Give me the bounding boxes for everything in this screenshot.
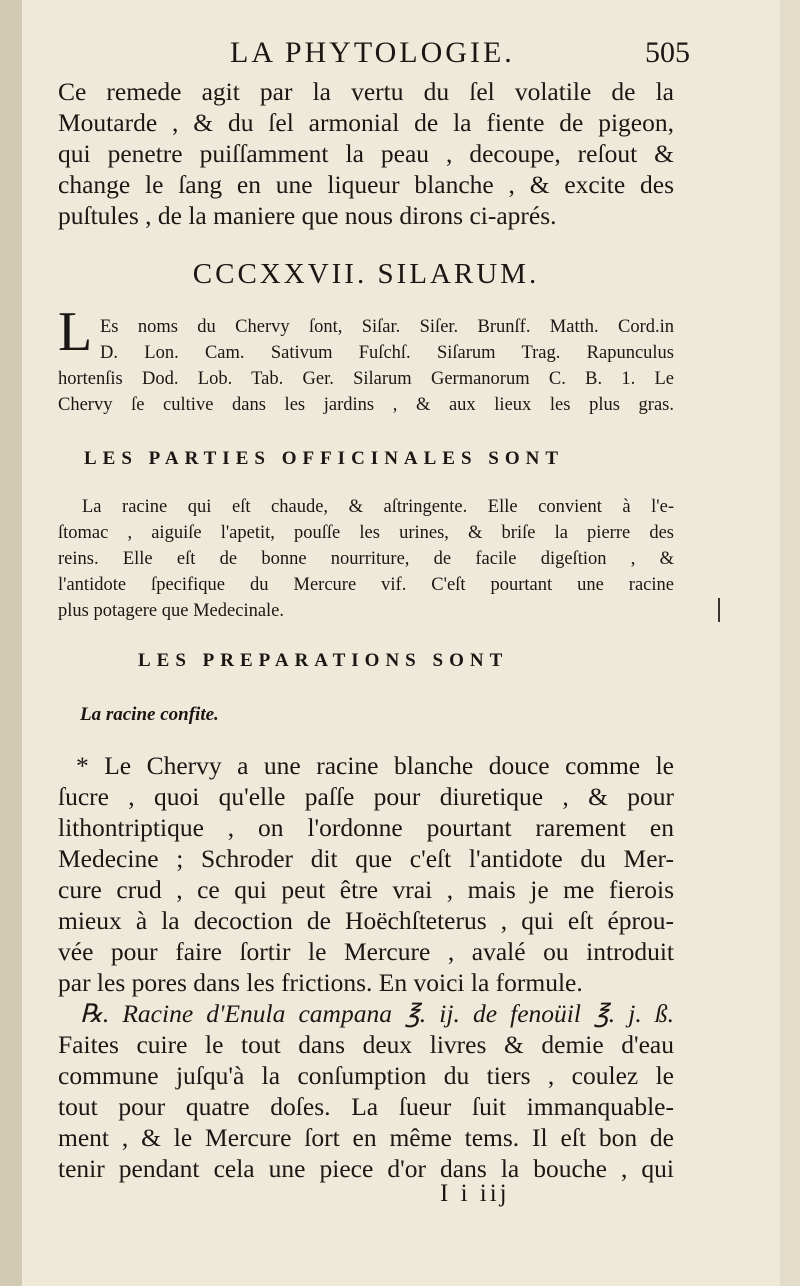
text-line: Ce remede agit par la vertu du ſel volatile de la (58, 77, 674, 106)
names-paragraph (58, 366, 674, 418)
top-paragraph (58, 76, 674, 231)
drop-cap: L (58, 301, 93, 363)
text-line: change le ſang en une liqueur blanche , & excite des (58, 170, 674, 199)
text-line: reins. Elle eſt de bonne nourriture, de facile digeſtion , & (58, 549, 674, 569)
text-line: tenir pendant cela une piece d'or dans la bouche , qui (58, 1154, 674, 1183)
preparation-item: La racine confite. (80, 704, 219, 725)
text-line: mieux à la decoction de Hoëchſteterus , qui eſt éprou- (58, 906, 674, 935)
text-line: commune juſqu'à la conſumption du tiers , coulez le (58, 1061, 674, 1090)
text-line: plus potagere que Medecinale. (58, 601, 285, 621)
names-paragraph-indented (100, 314, 674, 366)
parties-paragraph (58, 494, 674, 624)
article-title: CCCXXVII. SILARUM. (192, 258, 540, 290)
page-gutter-shadow (0, 0, 22, 1286)
text-line: par les pores dans les frictions. En voici la formule. (58, 968, 583, 997)
text-line: ment , & le Mercure ſort en même tems. Il eſt bon de (58, 1123, 674, 1152)
text-line: La racine qui eſt chaude, & aſtringente. Elle convient à l'e- (82, 497, 674, 517)
signature-mark: I i iij (440, 1180, 510, 1207)
text-line: vée pour faire ſortir le Mercure , avalé ou introduit (58, 937, 674, 966)
text-line: puſtules , de la maniere que nous dirons ci-aprés. (58, 201, 557, 230)
text-line: Moutarde , & du ſel armonial de la fiente de pigeon, (58, 108, 674, 137)
page-edge (780, 0, 800, 1286)
text-line: cure crud , ce qui peut être vrai , mais je me fierois (58, 875, 674, 904)
running-header (230, 36, 690, 72)
text-line: ſtomac , aiguiſe l'apetit, pouſſe les urines, & briſe la pierre des (58, 523, 674, 543)
recipe-paragraph (58, 998, 674, 1184)
text-line: * Le Chervy a une racine blanche douce comme le (76, 751, 674, 780)
text-line: qui penetre puiſſamment la peau , decoupe, reſout & (58, 139, 674, 168)
section-heading-preparations: LES PREPARATIONS SONT (138, 650, 509, 671)
text-line: lithontriptique , on l'ordonne pourtant rarement en (58, 813, 674, 842)
text-line: ℞. Racine d'Enula campana ℥. ij. de fenoüil ℥. j. ß. (80, 999, 674, 1028)
text-line: Es noms du Chervy ſont, Siſar. Siſer. Brunſf. Matth. Cord.in (100, 317, 674, 337)
text-line: tout pour quatre doſes. La ſueur ſuit immanquable- (58, 1092, 674, 1121)
text-line: hortenſis Dod. Lob. Tab. Ger. Silarum Germanorum C. B. 1. Le (58, 369, 674, 389)
text-line: Medecine ; Schroder dit que c'eſt l'antidote du Mer- (58, 844, 674, 873)
running-title: LA PHYTOLOGIE. (230, 36, 515, 69)
text-line: l'antidote ſpecifique du Mercure vif. C'eſt pourtant une racine (58, 575, 674, 595)
text-line: Chervy ſe cultive dans les jardins , & aux lieux les plus gras. (58, 395, 674, 415)
text-line: ſucre , quoi qu'elle paſſe pour diuretique , & pour (58, 782, 674, 811)
section-heading-parties: LES PARTIES OFFICINALES SONT (84, 448, 565, 469)
text-line: D. Lon. Cam. Sativum Fuſchſ. Siſarum Trag. Rapunculus (100, 343, 674, 363)
text-line: Faites cuire le tout dans deux livres & demie d'eau (58, 1030, 674, 1059)
commentary-paragraph (58, 750, 674, 998)
margin-mark (718, 598, 720, 622)
page-number: 505 (645, 36, 690, 69)
